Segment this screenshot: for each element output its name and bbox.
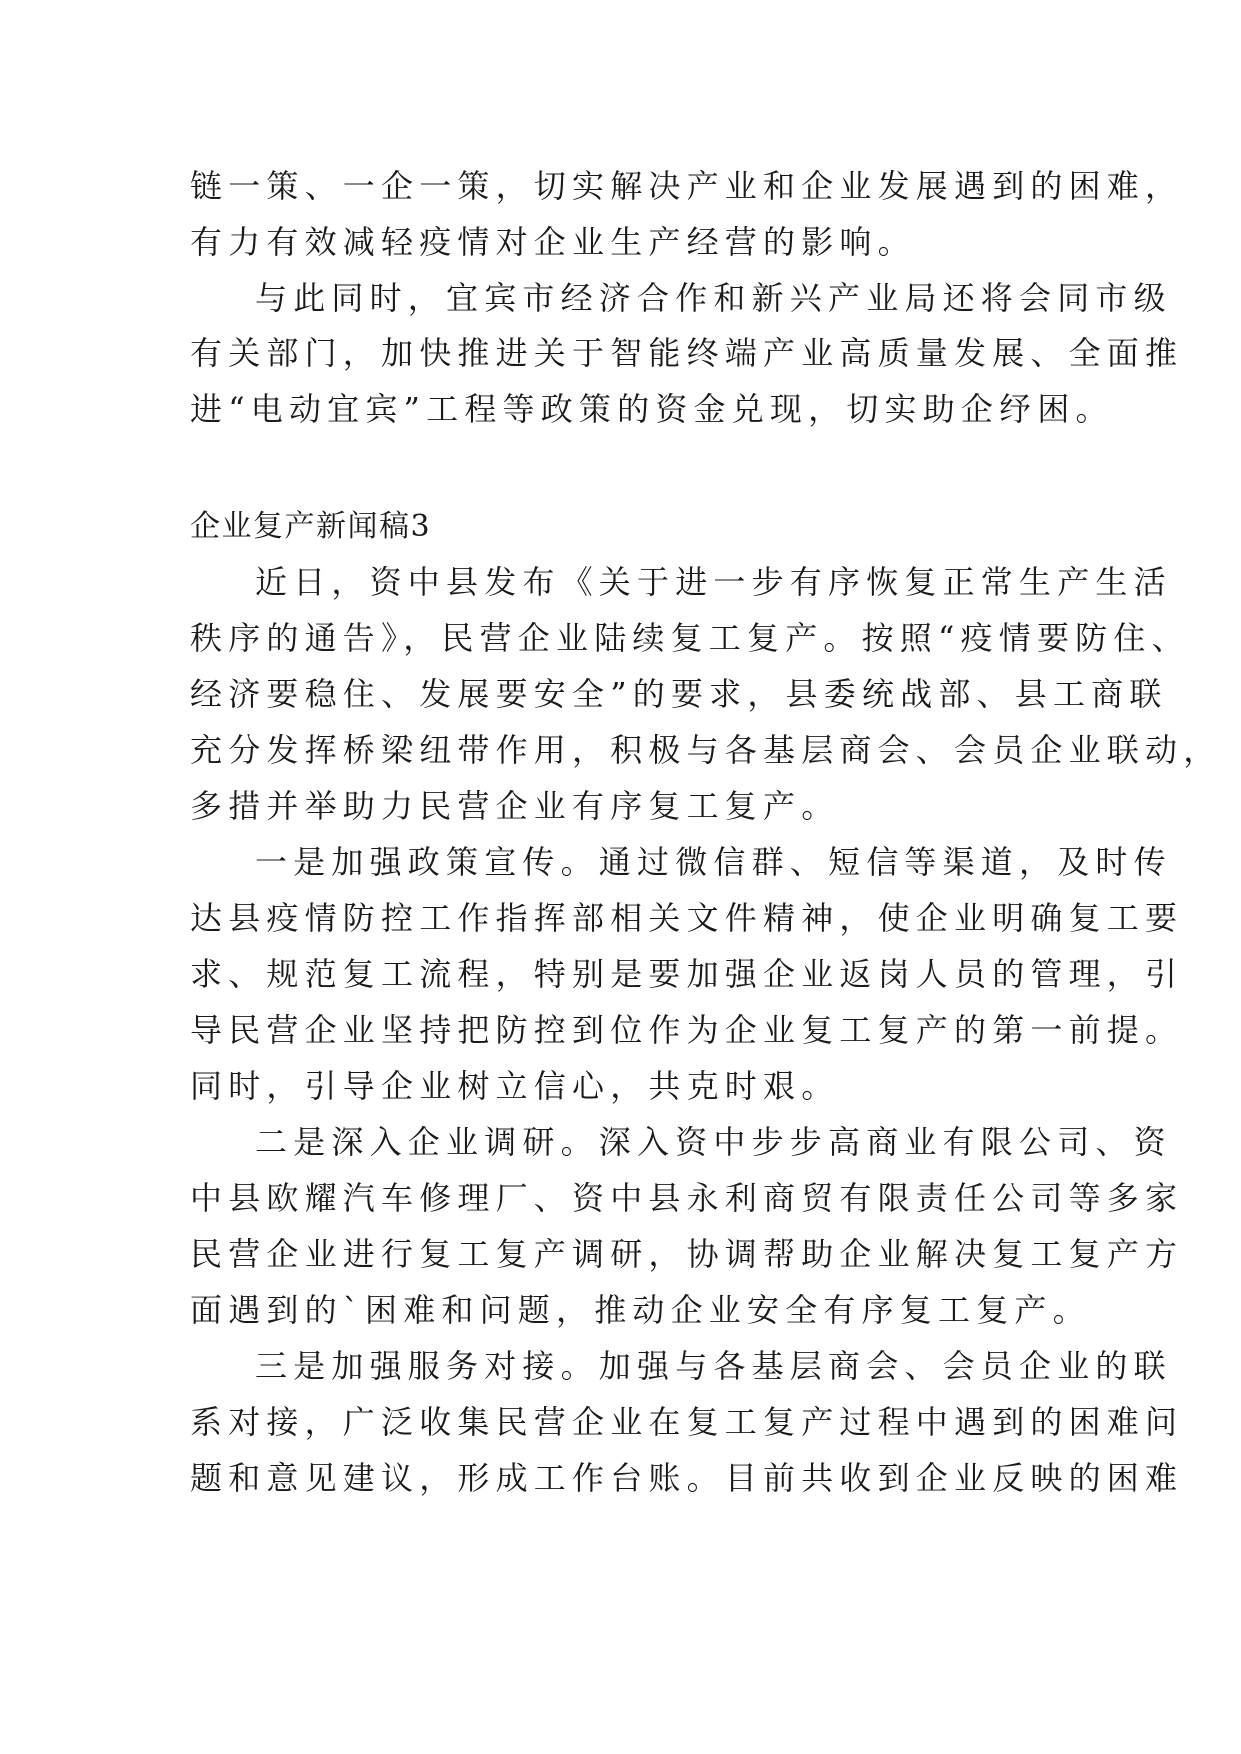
- paragraph-line: 求、规范复工流程，特别是要加强企业返岗人员的管理，引: [190, 955, 1184, 993]
- paragraph-line: 导民营企业坚持把防控到位作为企业复工复产的第一前提。: [190, 1011, 1184, 1049]
- paragraph-line: 与此同时，宜宾市经济合作和新兴产业局还将会同市级: [255, 279, 1172, 317]
- paragraph-line: 近日，资中县发布《关于进一步有序恢复正常生产生活: [255, 563, 1172, 601]
- paragraph-line: 三是加强服务对接。加强与各基层商会、会员企业的联: [255, 1347, 1172, 1385]
- paragraph-line: 多措并举助力民营企业有序复工复产。: [190, 787, 840, 825]
- paragraph-line: 进“电动宜宾”工程等政策的资金兑现，切实助企纾困。: [190, 390, 1114, 428]
- paragraph-line: 秩序的通告》，民营企业陆续复工复产。按照“疫情要防住、: [190, 619, 1190, 657]
- paragraph-line: 面遇到的`困难和问题，推动企业安全有序复工复产。: [190, 1291, 1091, 1329]
- paragraph-line: 一是加强政策宣传。通过微信群、短信等渠道，及时传: [255, 843, 1172, 881]
- paragraph-line: 中县欧耀汽车修理厂、资中县永利商贸有限责任公司等多家: [190, 1179, 1184, 1217]
- paragraph-line: 有关部门，加快推进关于智能终端产业高质量发展、全面推: [190, 334, 1184, 372]
- paragraph-line: 链一策、一企一策，切实解决产业和企业发展遇到的困难，: [190, 167, 1184, 205]
- paragraph-line: 经济要稳住、发展要安全”的要求，县委统战部、县工商联: [190, 675, 1168, 713]
- paragraph-line: 二是深入企业调研。深入资中步步高商业有限公司、资: [255, 1123, 1172, 1161]
- paragraph-line: 系对接，广泛收集民营企业在复工复产过程中遇到的困难问: [190, 1403, 1184, 1441]
- article-heading: 企业复产新闻稿3: [190, 509, 432, 544]
- paragraph-line: 题和意见建议，形成工作台账。目前共收到企业反映的困难: [190, 1459, 1184, 1497]
- paragraph-line: 同时，引导企业树立信心，共克时艰。: [190, 1067, 840, 1105]
- paragraph-line: 达县疫情防控工作指挥部相关文件精神，使企业明确复工要: [190, 899, 1184, 937]
- paragraph-line: 有力有效减轻疫情对企业生产经营的影响。: [190, 223, 916, 261]
- paragraph-line: 民营企业进行复工复产调研，协调帮助企业解决复工复产方: [190, 1235, 1184, 1273]
- paragraph-line: 充分发挥桥梁纽带作用，积极与各基层商会、会员企业联动，: [190, 731, 1222, 769]
